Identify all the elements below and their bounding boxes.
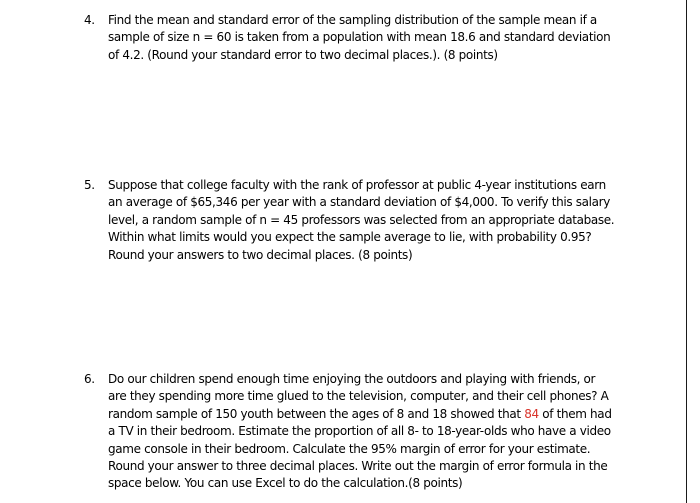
question-text-line: a TV in their bedroom. Estimate the proportion of all 8- to 18-year-olds who have a video bbox=[108, 424, 611, 439]
question-number: 6. bbox=[84, 372, 95, 386]
question-text-segment: of them had bbox=[538, 406, 612, 421]
question-number: 4. bbox=[84, 13, 95, 27]
question-text-line: game console in their bedroom. Calculate the 95% margin of error for your estimate. bbox=[108, 441, 591, 456]
question-text-line: are they spending more time glued to the television, computer, and their cell phones? A bbox=[108, 389, 609, 404]
question-text-line: Round your answers to two decimal places. (8 points) bbox=[108, 247, 413, 262]
question-5 bbox=[84, 177, 628, 264]
question-text-line: Suppose that college faculty with the rank of professor at public 4-year institutions earn bbox=[108, 178, 606, 192]
question-text-line: sample of size n = 60 is taken from a population with mean 18.6 and standard deviation bbox=[108, 30, 611, 45]
question-text-line: Do our children spend enough time enjoying the outdoors and playing with friends, or bbox=[108, 372, 596, 386]
question-text-line: Round your answer to three decimal places. Write out the margin of error formula in the bbox=[108, 459, 608, 474]
question-number: 5. bbox=[84, 178, 95, 192]
question-text-line: an average of $65,346 per year with a standard deviation of $4,000. To verify this salary bbox=[108, 195, 610, 210]
question-text-line: Find the mean and standard error of the sampling distribution of the sample mean if a bbox=[108, 13, 597, 27]
question-text-line: of 4.2. (Round your standard error to two decimal places.). (8 points) bbox=[108, 47, 498, 62]
question-text-segment: random sample of 150 youth between the ages of 8 and 18 showed that bbox=[108, 406, 525, 421]
question-text-line: space below. You can use Excel to do the calculation.(8 points) bbox=[108, 476, 463, 491]
question-text-line: level, a random sample of n = 45 professors was selected from an appropriate database. bbox=[108, 212, 615, 227]
question-text-line-with-highlight bbox=[108, 406, 628, 423]
question-text-line: Within what limits would you expect the sample average to lie, with probability 0.95? bbox=[108, 230, 592, 245]
question-6 bbox=[84, 371, 628, 493]
question-4 bbox=[84, 12, 628, 64]
highlighted-count: 84 bbox=[524, 406, 539, 421]
